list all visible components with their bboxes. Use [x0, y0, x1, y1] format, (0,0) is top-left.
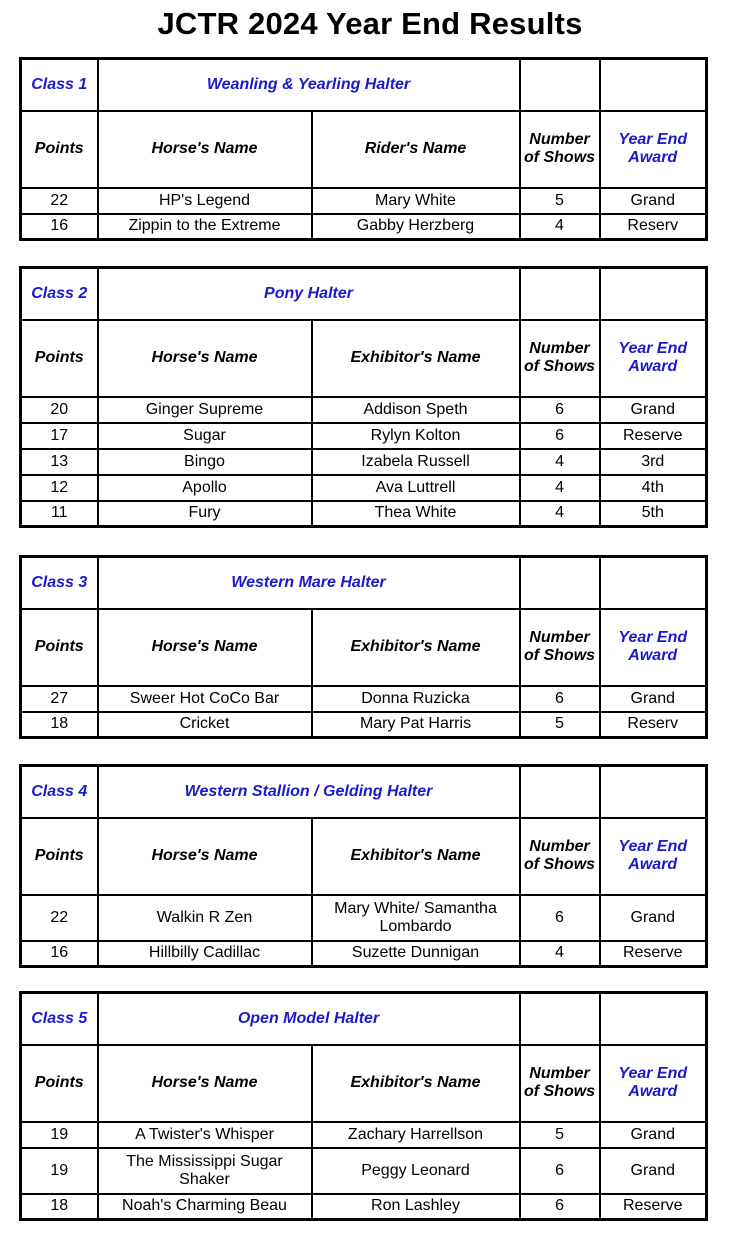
class-4-table [19, 764, 708, 968]
number-of-shows-header: Number of Shows [520, 609, 600, 686]
table-row [21, 941, 707, 967]
class-title-row [21, 268, 707, 320]
person-name-cell: Mary White [312, 188, 520, 214]
shows-cell: 4 [520, 941, 600, 967]
award-cell: Grand [600, 895, 707, 941]
empty-cell [600, 557, 707, 609]
horse-name-cell: The Mississippi Sugar Shaker [98, 1148, 312, 1194]
award-cell: Reserv [600, 712, 707, 738]
class-5-table [19, 991, 708, 1221]
points-cell: 27 [21, 686, 98, 712]
table-row [21, 686, 707, 712]
class-label: Class 2 [21, 268, 98, 320]
points-header: Points [21, 1045, 98, 1122]
award-cell: Grand [600, 1148, 707, 1194]
empty-cell [600, 993, 707, 1045]
empty-cell [520, 557, 600, 609]
table-row [21, 712, 707, 738]
year-end-award-header: Year End Award [600, 320, 707, 397]
person-name-header: Exhibitor's Name [312, 818, 520, 895]
horse-name-cell: Zippin to the Extreme [98, 214, 312, 240]
horse-name-header: Horse's Name [98, 609, 312, 686]
shows-cell: 4 [520, 475, 600, 501]
class-title-row [21, 766, 707, 818]
table-row [21, 475, 707, 501]
class-name: Western Stallion / Gelding Halter [98, 766, 520, 818]
person-name-cell: Izabela Russell [312, 449, 520, 475]
points-cell: 16 [21, 941, 98, 967]
number-of-shows-header: Number of Shows [520, 818, 600, 895]
table-row [21, 188, 707, 214]
horse-name-cell: Bingo [98, 449, 312, 475]
points-cell: 20 [21, 397, 98, 423]
shows-cell: 4 [520, 214, 600, 240]
award-cell: 4th [600, 475, 707, 501]
table-row [21, 501, 707, 527]
table-row [21, 1194, 707, 1220]
award-cell: Grand [600, 1122, 707, 1148]
class-1-table [19, 57, 708, 241]
person-name-cell: Ava Luttrell [312, 475, 520, 501]
empty-cell [600, 59, 707, 111]
points-cell: 12 [21, 475, 98, 501]
person-name-cell: Gabby Herzberg [312, 214, 520, 240]
empty-cell [600, 766, 707, 818]
points-cell: 18 [21, 712, 98, 738]
header-row [21, 320, 707, 397]
person-name-header: Rider's Name [312, 111, 520, 188]
points-cell: 19 [21, 1148, 98, 1194]
header-row [21, 1045, 707, 1122]
empty-cell [520, 59, 600, 111]
class-3-table [19, 555, 708, 739]
class-name: Weanling & Yearling Halter [98, 59, 520, 111]
points-cell: 19 [21, 1122, 98, 1148]
class-title-row [21, 59, 707, 111]
points-cell: 17 [21, 423, 98, 449]
class-label: Class 1 [21, 59, 98, 111]
horse-name-cell: HP's Legend [98, 188, 312, 214]
person-name-cell: Suzette Dunnigan [312, 941, 520, 967]
horse-name-cell: Fury [98, 501, 312, 527]
horse-name-cell: Sweer Hot CoCo Bar [98, 686, 312, 712]
award-cell: Reserve [600, 941, 707, 967]
table-row [21, 1148, 707, 1194]
award-cell: 5th [600, 501, 707, 527]
header-row [21, 609, 707, 686]
header-row [21, 818, 707, 895]
class-label: Class 4 [21, 766, 98, 818]
award-cell: Reserv [600, 214, 707, 240]
award-cell: Grand [600, 397, 707, 423]
horse-name-cell: Sugar [98, 423, 312, 449]
person-name-cell: Zachary Harrellson [312, 1122, 520, 1148]
empty-cell [600, 268, 707, 320]
class-name: Open Model Halter [98, 993, 520, 1045]
shows-cell: 5 [520, 188, 600, 214]
award-cell: Reserve [600, 423, 707, 449]
points-cell: 18 [21, 1194, 98, 1220]
page-title: JCTR 2024 Year End Results [157, 6, 583, 41]
class-label: Class 5 [21, 993, 98, 1045]
shows-cell: 5 [520, 712, 600, 738]
table-row [21, 1122, 707, 1148]
shows-cell: 6 [520, 1194, 600, 1220]
person-name-header: Exhibitor's Name [312, 609, 520, 686]
class-label: Class 3 [21, 557, 98, 609]
person-name-header: Exhibitor's Name [312, 1045, 520, 1122]
class-2-table [19, 266, 708, 528]
shows-cell: 5 [520, 1122, 600, 1148]
person-name-cell: Thea White [312, 501, 520, 527]
horse-name-cell: Apollo [98, 475, 312, 501]
empty-cell [520, 766, 600, 818]
award-cell: 3rd [600, 449, 707, 475]
number-of-shows-header: Number of Shows [520, 111, 600, 188]
header-row [21, 111, 707, 188]
horse-name-cell: Walkin R Zen [98, 895, 312, 941]
points-cell: 22 [21, 895, 98, 941]
empty-cell [520, 268, 600, 320]
empty-cell [520, 993, 600, 1045]
horse-name-header: Horse's Name [98, 818, 312, 895]
shows-cell: 4 [520, 501, 600, 527]
person-name-cell: Rylyn Kolton [312, 423, 520, 449]
class-title-row [21, 993, 707, 1045]
horse-name-cell: Hillbilly Cadillac [98, 941, 312, 967]
table-row [21, 895, 707, 941]
points-header: Points [21, 609, 98, 686]
horse-name-cell: Cricket [98, 712, 312, 738]
person-name-cell: Ron Lashley [312, 1194, 520, 1220]
horse-name-cell: A Twister's Whisper [98, 1122, 312, 1148]
shows-cell: 6 [520, 397, 600, 423]
horse-name-header: Horse's Name [98, 320, 312, 397]
points-header: Points [21, 320, 98, 397]
person-name-cell: Mary White/ Samantha Lombardo [312, 895, 520, 941]
class-title-row [21, 557, 707, 609]
shows-cell: 6 [520, 686, 600, 712]
person-name-cell: Addison Speth [312, 397, 520, 423]
points-cell: 16 [21, 214, 98, 240]
points-cell: 11 [21, 501, 98, 527]
horse-name-header: Horse's Name [98, 111, 312, 188]
year-end-award-header: Year End Award [600, 818, 707, 895]
year-end-award-header: Year End Award [600, 111, 707, 188]
person-name-cell: Peggy Leonard [312, 1148, 520, 1194]
points-header: Points [21, 818, 98, 895]
horse-name-cell: Noah's Charming Beau [98, 1194, 312, 1220]
year-end-award-header: Year End Award [600, 1045, 707, 1122]
class-name: Western Mare Halter [98, 557, 520, 609]
shows-cell: 6 [520, 895, 600, 941]
table-row [21, 214, 707, 240]
person-name-header: Exhibitor's Name [312, 320, 520, 397]
points-cell: 22 [21, 188, 98, 214]
person-name-cell: Donna Ruzicka [312, 686, 520, 712]
class-name: Pony Halter [98, 268, 520, 320]
year-end-award-header: Year End Award [600, 609, 707, 686]
horse-name-cell: Ginger Supreme [98, 397, 312, 423]
award-cell: Grand [600, 686, 707, 712]
shows-cell: 4 [520, 449, 600, 475]
points-cell: 13 [21, 449, 98, 475]
table-row [21, 423, 707, 449]
points-header: Points [21, 111, 98, 188]
table-row [21, 449, 707, 475]
table-row [21, 397, 707, 423]
shows-cell: 6 [520, 423, 600, 449]
number-of-shows-header: Number of Shows [520, 320, 600, 397]
person-name-cell: Mary Pat Harris [312, 712, 520, 738]
award-cell: Reserve [600, 1194, 707, 1220]
horse-name-header: Horse's Name [98, 1045, 312, 1122]
award-cell: Grand [600, 188, 707, 214]
number-of-shows-header: Number of Shows [520, 1045, 600, 1122]
shows-cell: 6 [520, 1148, 600, 1194]
